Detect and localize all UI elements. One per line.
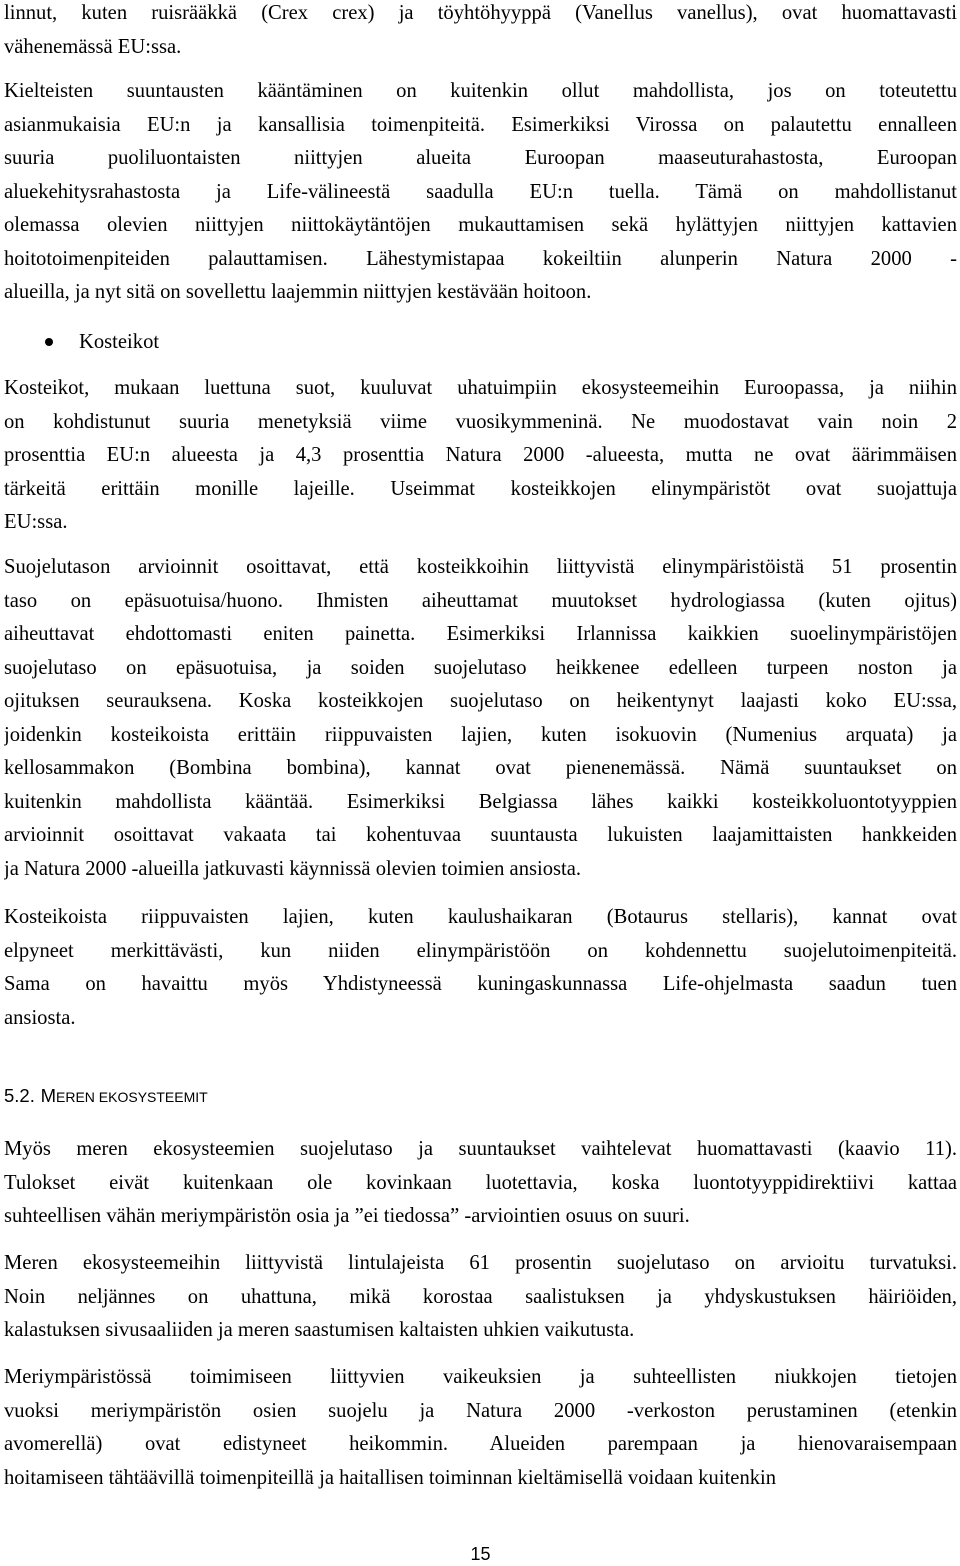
text-line: tärkeitä erittäin monille lajeille. Useimmat kosteikkojen elinympäristöt ovat suojattuja	[4, 477, 957, 500]
text-line: EU:ssa.	[4, 511, 68, 533]
text-line: Kosteikoista riippuvaisten lajien, kuten kaulushaikaran (Botaurus stellaris), kannat ovat	[4, 906, 957, 928]
paragraph-2	[4, 75, 957, 310]
paragraph-5	[4, 901, 957, 1035]
paragraph-6	[4, 1133, 957, 1234]
paragraph-4	[4, 551, 957, 886]
text-line: Noin neljännes on uhattuna, mikä korostaa saalistuksen ja yhdyskustuksen häiriöiden,	[4, 1285, 957, 1308]
text-line: kalastuksen sivusaaliiden ja meren saastumisen kaltaisten uhkien vaikutusta.	[4, 1319, 635, 1341]
text-line: suojelutaso on epäsuotuisa, ja soiden suojelutaso heikkenee edelleen turpeen noston ja	[4, 656, 957, 679]
text-line: kuitenkin mahdollista kääntää. Esimerkiksi Belgiassa lähes kaikki kosteikkoluontotyyppien	[4, 790, 957, 813]
text-line: aiheuttavat ehdottomasti eniten painetta. Esimerkiksi Irlannissa kaikkien suoelinympäristöjen	[4, 623, 957, 645]
text-line: hoitotoimenpiteiden palauttamisen. Lähestymistapaa kokeiltiin alunperin Natura 2000 -	[4, 247, 957, 270]
text-line: vähenemässä EU:ssa.	[4, 35, 182, 58]
paragraph-8	[4, 1361, 957, 1495]
paragraph-3	[4, 372, 957, 540]
text-line: ansiosta.	[4, 1006, 76, 1029]
text-line: ja Natura 2000 -alueilla jatkuvasti käynnissä olevien toimien ansiosta.	[4, 857, 582, 880]
text-line: Kosteikot, mukaan luettuna suot, kuuluvat uhatuimpiin ekosysteemeihin Euroopassa, ja niihin	[4, 377, 957, 399]
bullet-dot-icon	[45, 338, 53, 346]
text-line: ojituksen seurauksena. Koska kosteikkojen suojelutaso on heikentynyt laajasti koko EU:ssa,	[4, 690, 957, 712]
text-line: prosenttia EU:n alueesta ja 4,3 prosenttia Natura 2000 -alueesta, mutta ne ovat äärimmäisen	[4, 444, 957, 466]
text-line: Meren ekosysteemeihin liittyvistä lintulajeista 61 prosentin suojelutaso on arvioitu turvatuksi.	[4, 1252, 957, 1274]
text-line: joidenkin kosteikoista erittäin riippuvaisten lajien, kuten isokuovin (Numenius arquata) ja	[4, 723, 957, 746]
paragraph-7	[4, 1247, 957, 1348]
text-line: olemassa olevien niittyjen niittokäytäntöjen mukauttamisen sekä hylättyjen niittyjen kattavien	[4, 214, 957, 236]
text-line: avomerellä) ovat edistyneet heikommin. Alueiden parempaan ja hienovaraisempaan	[4, 1433, 957, 1455]
document-page	[4, 0, 957, 1566]
section-number: 5.2.	[4, 1085, 35, 1106]
page-number: 15	[470, 1544, 491, 1564]
text-line: taso on epäsuotuisa/huono. Ihmisten aiheuttamat muutokset hydrologiassa (kuten ojitus)	[4, 589, 957, 612]
section-title-initial: M	[40, 1085, 57, 1106]
text-line: linnut, kuten ruisrääkkä (Crex crex) ja töyhtöhyyppä (Vanellus vanellus), ovat huomattavasti	[4, 2, 957, 24]
text-line: Suojelutason arvioinnit osoittavat, että kosteikkoihin liittyvistä elinympäristöistä 51 prosentin	[4, 556, 957, 578]
text-line: vuoksi meriympäristön osien suojelu ja Natura 2000 -verkoston perustaminen (etenkin	[4, 1399, 957, 1422]
text-line: hoitamiseen tähtäävillä toimenpiteillä ja haitallisen toiminnan kieltämisellä voidaan kuitenkin	[4, 1466, 777, 1489]
text-line: arvioinnit osoittavat vakaata tai kohentuvaa suuntausta lukuisten laajamittaisten hankkeiden	[4, 824, 957, 846]
text-line: Sama on havaittu myös Yhdistyneessä kuningaskunnassa Life-ohjelmasta saadun tuen	[4, 973, 957, 995]
text-line: aluekehitysrahastosta ja Life-välineestä saadulla EU:n tuella. Tämä on mahdollistanut	[4, 180, 957, 203]
text-line: alueilla, ja nyt sitä on sovellettu laajemmin niittyjen kestävään hoitoon.	[4, 281, 592, 303]
text-line: Myös meren ekosysteemien suojelutaso ja suuntaukset vaihtelevat huomattavasti (kaavio 11).	[4, 1138, 957, 1160]
text-line: Tulokset eivät kuitenkaan ole kovinkaan luotettavia, koska luontotyyppidirektiivi kattaa	[4, 1171, 957, 1194]
text-line: kellosammakon (Bombina bombina), kannat ovat pienenemässä. Nämä suuntaukset on	[4, 757, 957, 779]
paragraph-1	[4, 0, 957, 64]
section-heading	[4, 1079, 208, 1113]
text-line: Kielteisten suuntausten kääntäminen on kuitenkin ollut mahdollista, jos on toteutettu	[4, 80, 957, 102]
section-title-rest: EREN EKOSYSTEEMIT	[56, 1089, 208, 1105]
bullet-label: Kosteikot	[79, 331, 160, 353]
text-line: asianmukaisia EU:n ja kansallisia toimenpiteitä. Esimerkiksi Virossa on palautettu ennalleen	[4, 113, 957, 136]
text-line: on kohdistunut suuria menetyksiä viime vuosikymmeninä. Ne muodostavat vain noin 2	[4, 410, 957, 433]
text-line: Meriympäristössä toimimiseen liittyvien vaikeuksien ja suhteellisten niukkojen tietojen	[4, 1366, 957, 1388]
text-line: elpyneet merkittävästi, kun niiden elinympäristöön on kohdennettu suojelutoimenpiteitä.	[4, 939, 957, 962]
text-line: suuria puoliluontaisten niittyjen alueita Euroopan maaseuturahastosta, Euroopan	[4, 147, 957, 169]
text-line: suhteellisen vähän meriympäristön osia ja ”ei tiedossa” -arviointien osuus on suuri.	[4, 1205, 690, 1227]
